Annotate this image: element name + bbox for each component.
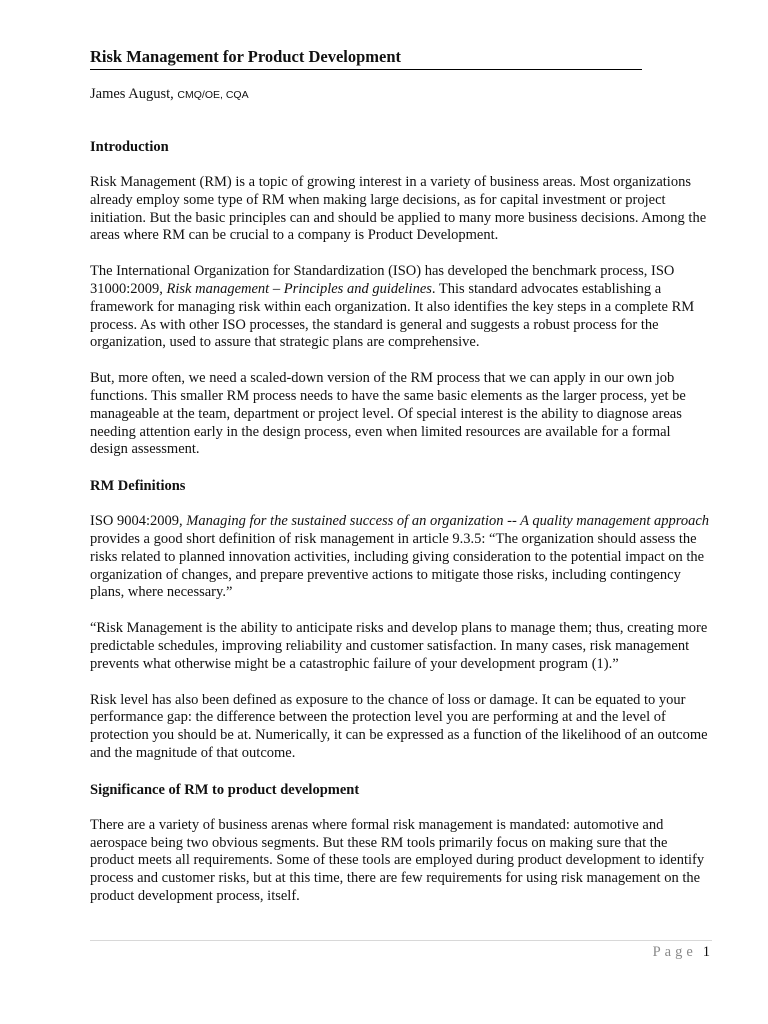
- intro-paragraph-1: Risk Management (RM) is a topic of growing interest in a variety of business areas. Most organizations already employ some type of RM when making large decisions, as for capital investment or project initiation. But the basic principles can and should be applied to many more business decisions. Among the areas where RM can be crucial to a company is Product Development.: [90, 174, 707, 244]
- page-number: [653, 944, 710, 961]
- intro-paragraph-2-text-a: The International Organization for Standardization (ISO) has developed the benchmark process, ISO 31000:2009,: [90, 263, 675, 297]
- section-heading-significance: Significance of RM to product development: [90, 781, 360, 798]
- intro-paragraph-2-text-b: . This standard advocates establishing a framework for managing risk within each organization. It also identifies the key steps in a complete RM process. As with other ISO processes, the standard is general and suggests a robust process for the organization, used to assure that strategic plans are comprehensive.: [90, 280, 695, 351]
- section-heading-definitions: RM Definitions: [90, 478, 186, 495]
- intro-paragraph-3: But, more often, we need a scaled-down version of the RM process that we can apply in our own job functions. This smaller RM process needs to have the same basic elements as the larger process, yet be manageable at the team, department or project level. Of special interest is the ability to diagnose areas needing attention early in the design process, even when limited resources are available for a formal design assessment.: [90, 370, 686, 458]
- document-title: Risk Management for Product Development: [90, 46, 642, 70]
- iso-31000-title: Risk management – Principles and guidelines: [166, 280, 432, 297]
- definitions-paragraph-1-text-a: ISO 9004:2009,: [90, 513, 187, 530]
- definitions-paragraph-1-text-b: provides a good short definition of risk management in article 9.3.5: “The organization should assess the risks related to planned innovation activities, including giving consideration to the potential impact on the organization of changes, and prepare preventive actions to mitigate those risks, including contingency plans, where necessary.”: [90, 530, 705, 601]
- author-name: James August,: [90, 86, 178, 102]
- intro-paragraph-2: [90, 263, 712, 352]
- page-footer: [90, 940, 712, 960]
- definitions-paragraph-1: [90, 513, 712, 602]
- significance-paragraph-1: There are a variety of business arenas where formal risk management is mandated: automotive and aerospace being two obvious segments. But these RM tools primarily focus on making sure that the product meets all requirements. Some of these tools are employed during product development to identify process and customer risks, but at this time, there are few requirements for using risk management on the product development process, itself.: [90, 816, 705, 904]
- document-page: [90, 46, 712, 906]
- author-credentials: CMQ/OE, CQA: [177, 89, 249, 101]
- author-line: [90, 85, 712, 104]
- definitions-paragraph-3: Risk level has also been defined as exposure to the chance of loss or damage. It can be equated to your performance gap: the difference between the protection level you are performing at and the level of protection you should be at. Numerically, it can be expressed as a function of the likelihood of an outcome and the magnitude of that outcome.: [90, 691, 708, 761]
- iso-9004-title: Managing for the sustained success of an organization -- A quality management approach: [186, 513, 710, 530]
- page-number-value: 1: [702, 944, 710, 960]
- section-heading-introduction: Introduction: [90, 139, 169, 155]
- page-label: Page: [652, 944, 697, 960]
- definitions-paragraph-2: “Risk Management is the ability to anticipate risks and develop plans to manage them; thus, creating more predictable schedules, improving reliability and customer satisfaction. In many cases, risk management prevents what otherwise might be a catastrophic failure of your development program (1).”: [90, 620, 708, 672]
